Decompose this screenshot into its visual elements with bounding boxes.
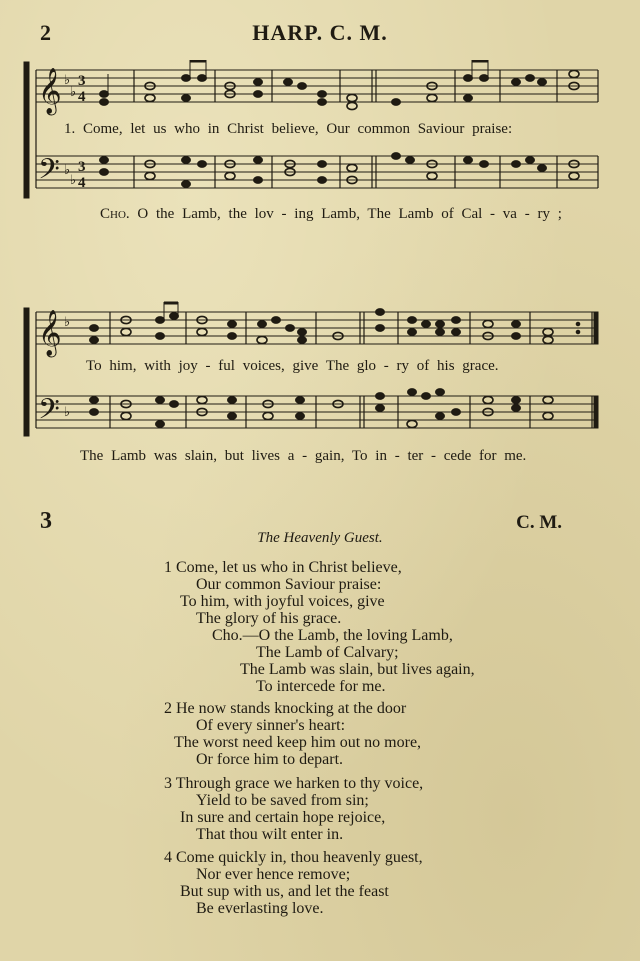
lyric-line-2 [100,206,562,223]
chorus-line-4: To intercede for me. [256,678,386,695]
chorus-line-3: The Lamb was slain, but lives again, [240,661,475,678]
tune-title: HARP. C. M. [252,20,388,45]
verse-2-line-4: Or force him to depart. [196,751,344,768]
verse-1-line-3: To him, with joyful voices, give [180,593,385,610]
chorus-line-2: The Lamb of Calvary; [256,644,399,661]
music-system-1 [0,60,640,240]
svg-text:3: 3 [78,73,86,89]
verse-2-line-1: 2 He now stands knocking at the door [164,700,407,717]
verse-4-line-4: Be everlasting love. [196,900,324,917]
verse-1-line-4: The glory of his grace. [196,610,342,627]
svg-text:♭: ♭ [64,73,71,88]
score-system-2 [0,292,640,472]
lyric-line-4: The Lamb was slain, but lives a - gain, To in - ter - cede for me. [80,448,527,464]
svg-text:♭: ♭ [70,85,77,100]
svg-text:♭: ♭ [64,405,71,420]
svg-text:4: 4 [78,175,86,191]
svg-text:♭: ♭ [70,173,77,188]
page-number: 2 [40,20,51,45]
verse-4-line-3: But sup with us, and let the feast [180,883,389,900]
verse-4-line-1: 4 Come quickly in, thou heavenly guest, [164,849,423,866]
hymn-meter: C. M. [516,512,562,533]
music-system-2 [0,292,640,472]
svg-text:4: 4 [78,89,86,105]
verse-3-line-2: Yield to be saved from sin; [196,792,369,809]
verse-1-line-2: Our common Saviour praise: [196,576,382,593]
svg-text:𝄢: 𝄢 [38,393,60,433]
svg-text:𝄞: 𝄞 [38,310,62,356]
verse-2-line-2: Of every sinner's heart: [196,717,346,734]
lyric-line-3: To him, with joy - ful voices, give The glo - ry of his grace. [86,358,499,374]
verse-4-line-2: Nor ever hence remove; [196,866,351,883]
hymn-title: The Heavenly Guest. [257,530,383,546]
verse-3-line-1: 3 Through grace we harken to thy voice, [164,775,424,792]
hymn-number: 3 [40,508,52,534]
lyric-line-1: 1. Come, let us who in Christ believe, Our common Saviour praise: [64,121,513,137]
verse-3-line-3: In sure and certain hope rejoice, [180,809,386,826]
svg-text:𝄞: 𝄞 [38,68,62,114]
chorus-lyric: O the Lamb, the lov - ing Lamb, The Lamb of Cal - va - ry ; [137,206,562,222]
svg-text:𝄢: 𝄢 [38,153,60,193]
verse-3-line-4: That thou wilt enter in. [196,826,344,843]
chorus-label: Cho. [100,206,130,222]
verse-1-line-1: 1 Come, let us who in Christ believe, [164,559,402,576]
chorus-line-1: Cho.—O the Lamb, the loving Lamb, [212,627,453,644]
verse-2-line-3: The worst need keep him out no more, [174,734,422,751]
svg-text:♭: ♭ [64,315,71,330]
svg-text:♭: ♭ [64,163,71,178]
svg-text:3: 3 [78,159,86,175]
